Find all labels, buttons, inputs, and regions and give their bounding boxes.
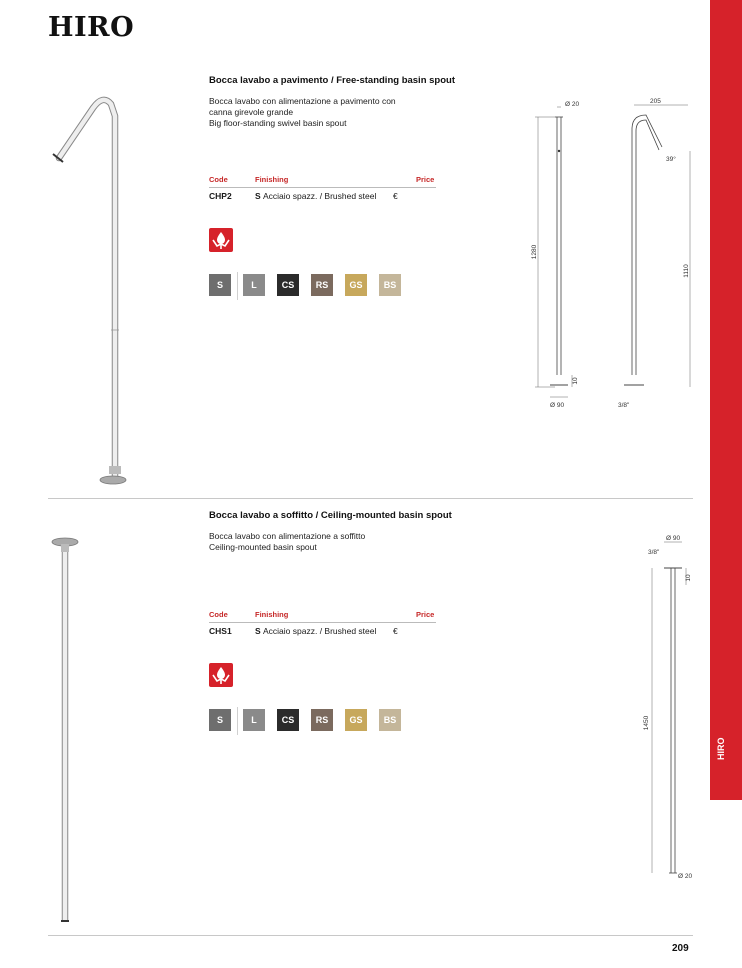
table-row	[209, 191, 436, 205]
water-saving-icon	[209, 228, 233, 252]
header-finishing: Finishing	[255, 610, 289, 619]
finish-name: Acciaio spazz. / Brushed steel	[263, 626, 377, 636]
dim-base-diameter: Ø 90	[550, 402, 565, 409]
dim-top-diameter: Ø 20	[565, 101, 580, 108]
table-header	[209, 610, 436, 623]
header-price: Price	[416, 175, 435, 184]
side-tab	[710, 0, 742, 800]
swatch-cs[interactable]: CS	[277, 274, 299, 296]
description-line: Big floor-standing swivel basin spout	[209, 118, 347, 128]
header-code: Code	[209, 610, 228, 619]
product-table	[209, 175, 436, 205]
product-image-ceiling-spout	[45, 532, 105, 932]
price: €	[393, 626, 398, 636]
product-title: Bocca lavabo a pavimento / Free-standing basin spout	[209, 75, 455, 86]
finish-code: S	[255, 626, 261, 636]
footer-divider	[48, 935, 693, 936]
dim-height-outlet: 1110	[683, 264, 690, 278]
product-code: CHS1	[209, 626, 232, 636]
swatch-bs[interactable]: BS	[379, 274, 401, 296]
technical-drawing-front	[520, 95, 600, 415]
table-header	[209, 175, 436, 188]
swatch-l[interactable]: L	[243, 709, 265, 731]
description-line: Bocca lavabo con alimentazione a pavimento con	[209, 96, 396, 106]
swatch-l[interactable]: L	[243, 274, 265, 296]
finish-code: S	[255, 191, 261, 201]
description-line: Bocca lavabo con alimentazione a soffitto	[209, 531, 366, 541]
header-code: Code	[209, 175, 228, 184]
dim-height-total: 1280	[531, 244, 538, 260]
swatch-gs[interactable]: GS	[345, 274, 367, 296]
swatch-s[interactable]: S	[209, 274, 231, 296]
header-finishing: Finishing	[255, 175, 289, 184]
dim-base-small: 10	[572, 377, 579, 385]
swatch-cs[interactable]: CS	[277, 709, 299, 731]
swatch-gs[interactable]: GS	[345, 709, 367, 731]
side-tab-label: HIRO	[716, 737, 726, 761]
water-saving-icon	[209, 663, 233, 687]
product-ceiling	[209, 510, 452, 553]
dim-bottom-diameter: Ø 20	[678, 873, 693, 880]
dim-reach: 205	[650, 98, 661, 105]
description-line: canna girevole grande	[209, 107, 294, 117]
dim-small: 10	[685, 574, 692, 582]
section-divider	[48, 498, 693, 499]
product-description	[209, 96, 449, 129]
swatch-bs[interactable]: BS	[379, 709, 401, 731]
dim-base-thread: 3/8"	[618, 402, 630, 409]
dim-angle: 39°	[666, 156, 676, 163]
product-freestanding	[209, 75, 455, 129]
brand-logo: HIRO	[48, 12, 135, 43]
swatch-rs[interactable]: RS	[311, 274, 333, 296]
swatch-s[interactable]: S	[209, 709, 231, 731]
product-description	[209, 531, 449, 553]
finish-name: Acciaio spazz. / Brushed steel	[263, 191, 377, 201]
technical-drawing-side	[610, 95, 710, 415]
header-price: Price	[416, 610, 435, 619]
product-code: CHP2	[209, 191, 232, 201]
swatch-rs[interactable]: RS	[311, 709, 333, 731]
finish-swatches	[209, 709, 409, 733]
price: €	[393, 191, 398, 201]
dim-length: 1450	[643, 715, 650, 731]
page-number: 209	[672, 943, 689, 954]
product-table	[209, 610, 436, 640]
dim-thread: 3/8"	[648, 549, 660, 556]
finish-swatches	[209, 274, 409, 298]
technical-drawing-ceiling	[630, 530, 705, 890]
product-title: Bocca lavabo a soffitto / Ceiling-mounted basin spout	[209, 510, 452, 521]
dim-top-diameter: Ø 90	[666, 535, 681, 542]
product-image-freestanding-spout	[45, 90, 135, 490]
description-line: Ceiling-mounted basin spout	[209, 542, 317, 552]
table-row	[209, 626, 436, 640]
